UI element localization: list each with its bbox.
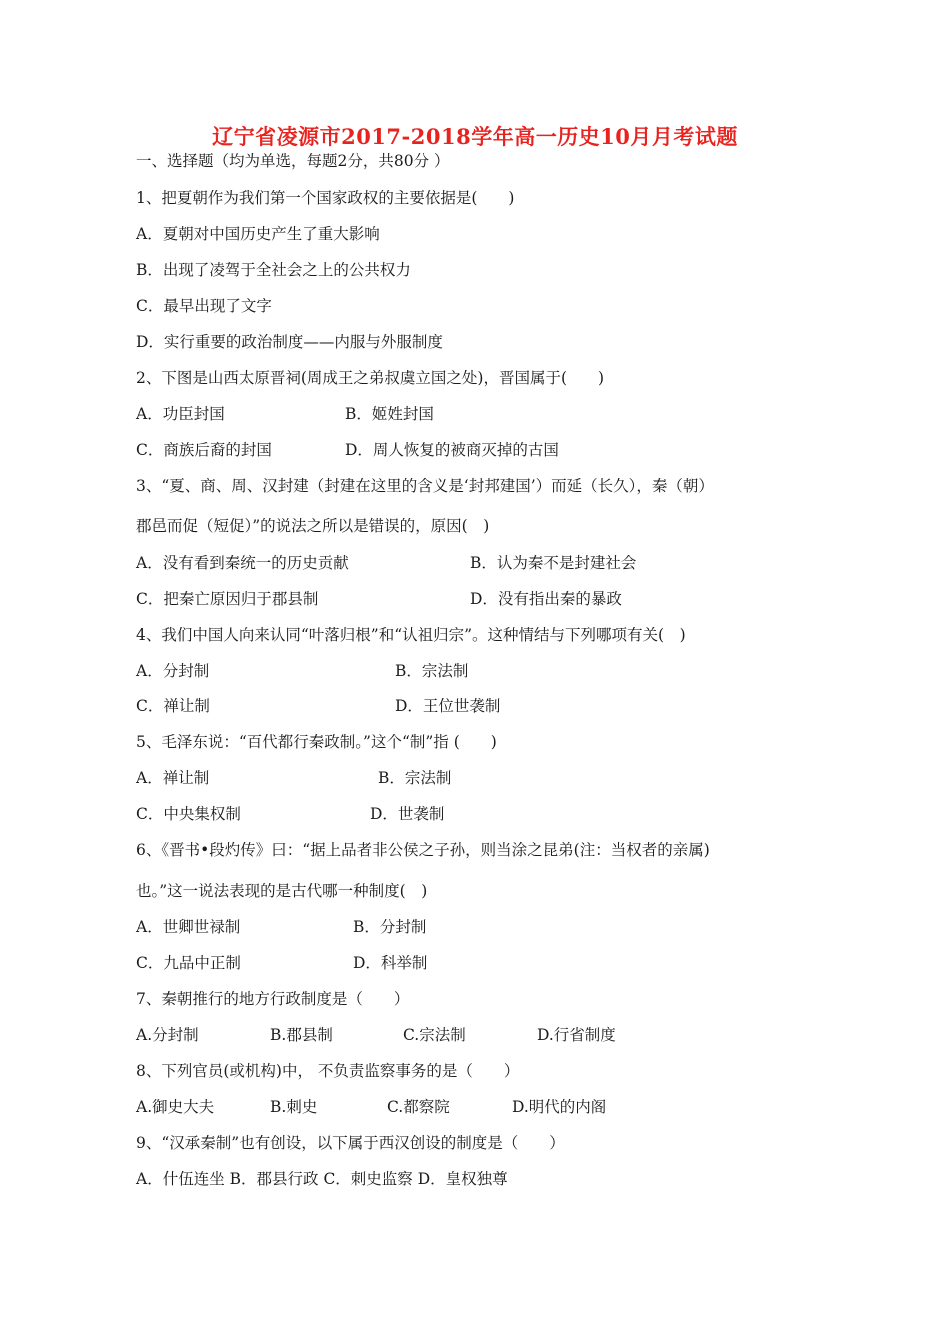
question-3-stem-line-1: 3、“夏、商、周、汉封建（封建在这里的含义是‘封邦建国’）而延（长久），秦（朝） (136, 477, 714, 495)
question-1-stem: 1、把夏朝作为我们第一个国家政权的主要依据是( ) (136, 189, 515, 207)
question-2-option-b: B．姬姓封国 (345, 405, 434, 423)
question-2-stem: 2、下图是山西太原晋祠(周成王之弟叔虞立国之处)，晋国属于( ) (136, 369, 605, 387)
question-4-option-d: D．王位世袭制 (395, 697, 501, 715)
question-5-option-b: B．宗法制 (378, 769, 452, 787)
question-1-option-c: C．最早出现了文字 (136, 297, 272, 315)
question-6-stem-line-2: 也。”这一说法表现的是古代哪一种制度( ) (136, 882, 428, 900)
page-title: 辽宁省凌源市2017-2018学年高一历史10月月考试题 (212, 124, 738, 149)
question-9-options: A．什伍连坐 B．郡县行政 C．刺史监察 D．皇权独尊 (136, 1170, 508, 1188)
question-1-option-b: B．出现了凌驾于全社会之上的公共权力 (136, 261, 411, 279)
question-5-stem: 5、毛泽东说：“百代都行秦政制。”这个“制”指 ( ) (136, 733, 497, 751)
question-5-option-d: D．世袭制 (370, 805, 445, 823)
question-1-option-d: D．实行重要的政治制度——内服与外服制度 (136, 333, 443, 351)
question-3-option-c: C．把秦亡原因归于郡县制 (136, 590, 319, 608)
question-1-option-a: A．夏朝对中国历史产生了重大影响 (136, 225, 380, 243)
question-3-option-d: D．没有指出秦的暴政 (470, 590, 622, 608)
question-4-option-b: B．宗法制 (395, 662, 469, 680)
question-8-stem: 8、下列官员(或机构)中， 不负责监察事务的是（ ） (136, 1062, 520, 1080)
question-5-option-a: A．禅让制 (136, 769, 210, 787)
question-4-option-a: A．分封制 (136, 662, 210, 680)
question-6-option-c: C．九品中正制 (136, 954, 241, 972)
question-3-option-a: A．没有看到秦统一的历史贡献 (136, 554, 349, 572)
question-8-option-d: D.明代的内阁 (512, 1098, 607, 1116)
question-7-option-c: C.宗法制 (403, 1026, 466, 1044)
question-6-option-b: B．分封制 (353, 918, 427, 936)
question-2-option-a: A．功臣封国 (136, 405, 225, 423)
question-4-stem: 4、我们中国人向来认同“叶落归根”和“认祖归宗”。这种情结与下列哪项有关( ) (136, 626, 686, 644)
question-7-stem: 7、秦朝推行的地方行政制度是（ ） (136, 990, 410, 1008)
question-6-stem-line-1: 6、《晋书•段灼传》曰：“据上品者非公侯之子孙，则当涂之昆弟(注：当权者的亲属) (136, 841, 710, 859)
question-8-option-a: A.御史大夫 (136, 1098, 215, 1116)
question-3-option-b: B．认为秦不是封建社会 (470, 554, 637, 572)
question-7-option-d: D.行省制度 (537, 1026, 616, 1044)
question-6-option-d: D．科举制 (353, 954, 428, 972)
question-5-option-c: C．中央集权制 (136, 805, 241, 823)
question-7-option-b: B.郡县制 (270, 1026, 333, 1044)
question-4-option-c: C．禅让制 (136, 697, 210, 715)
question-9-stem: 9、“汉承秦制”也有创设，以下属于西汉创设的制度是（ ） (136, 1134, 565, 1152)
question-2-option-c: C．商族后裔的封国 (136, 441, 272, 459)
question-8-option-c: C.都察院 (387, 1098, 450, 1116)
question-6-option-a: A．世卿世禄制 (136, 918, 241, 936)
section-heading: 一、选择题（均为单选，每题2分，共80分 ） (136, 152, 450, 170)
question-8-option-b: B.刺史 (270, 1098, 318, 1116)
question-7-option-a: A.分封制 (136, 1026, 199, 1044)
question-3-stem-line-2: 郡邑而促（短促）”的说法之所以是错误的，原因( ) (136, 517, 490, 535)
question-2-option-d: D．周人恢复的被商灭掉的古国 (345, 441, 559, 459)
